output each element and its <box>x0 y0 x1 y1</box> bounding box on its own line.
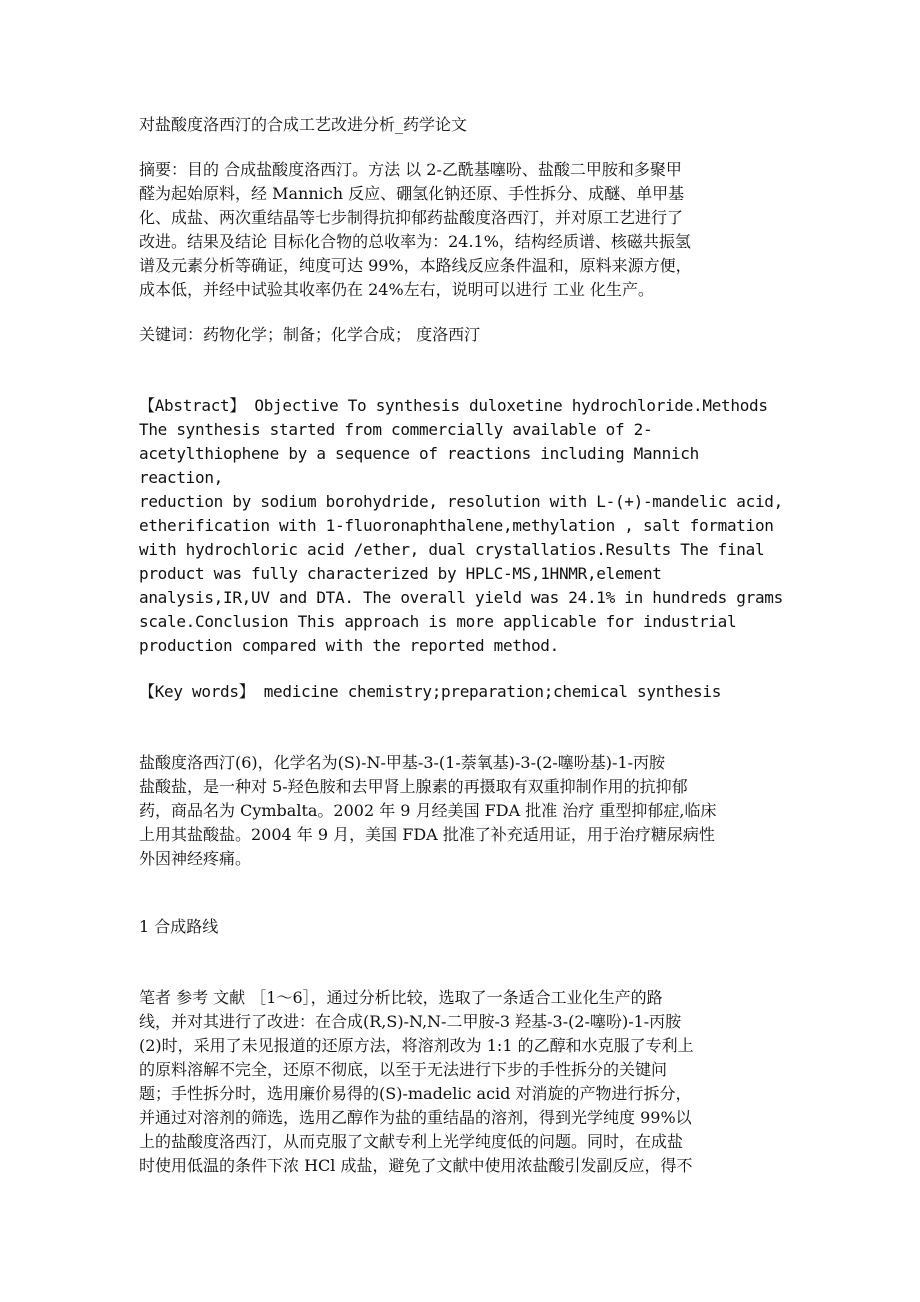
chinese-keywords: 关键词：药物化学；制备；化学合成； 度洛西汀 <box>139 325 481 344</box>
chinese-abstract: 摘要：目的 合成盐酸度洛西汀。方法 以 2-乙酰基噻吩、盐酸二甲胺和多聚甲 醛为起始原料，经 Mannich 反应、硼氢化钠还原、手性拆分、成醚、单甲基 化、成盐、两次重结晶等七步制得抗抑郁药盐酸度洛西汀，并对原工艺进行了 改进。结果及结论 目标化合物的总收率为：24.1%，结构经质谱、核磁共振氢 谱及元素分析等确证，纯度可达 99%，本路线反应条件温和，原料来源方便， 成本低，并经中试验其收率仍在 24%左右，说明可以进行 工业 化生产。 <box>139 160 692 299</box>
english-keywords: 【Key words】 medicine chemistry;preparation;chemical synthesis <box>139 682 722 701</box>
document-title: 对盐酸度洛西汀的合成工艺改进分析_药学论文 <box>139 115 468 134</box>
introduction-paragraph: 盐酸度洛西汀(6)，化学名为(S)-N-甲基-3-(1-萘氧基)-3-(2-噻吩基)-1-丙胺 盐酸盐，是一种对 5-羟色胺和去甲肾上腺素的再摄取有双重抑制作用的抗抑郁 药，商品名为 Cymbalta。2002 年 9 月经美国 FDA 批准 治疗 重型抑郁症,临床 上用其盐酸盐。2004 年 9 月，美国 FDA 批准了补充适用证，用于治疗糖尿病性 外因神经疼痛。 <box>139 753 717 868</box>
section-body-paragraph: 笔者 参考 文献 ［1～6］，通过分析比较，选取了一条适合工业化生产的路 线，并对其进行了改进：在合成(R,S)-N,N-二甲胺-3 羟基-3-(2-噻吩)-1-丙胺 (2)时，采用了未见报道的还原方法，将溶剂改为 1:1 的乙醇和水克服了专利上 的原料溶解不完全，还原不彻底，以至于无法进行下步的手性拆分的关键问 题；手性拆分时，选用廉价易得的(S)-madelic acid 对消旋的产物进行拆分， 并通过对溶剂的筛选，选用乙醇作为盐的重结晶的溶剂，得到光学纯度 99%以 上的盐酸度洛西汀，从而克服了文献专利上光学纯度低的问题。同时，在成盐 时使用低温的条件下浓 HCl 成盐，避免了文献中使用浓盐酸引发副反应，得不 <box>139 988 694 1175</box>
section-heading: 1 合成路线 <box>139 917 219 936</box>
english-abstract: 【Abstract】 Objective To synthesis duloxetine hydrochloride.Methods The synthesis started from commercially available of 2- acetylthiophene by a sequence of reactions including Mannich reaction, reduction by sodium borohydride, resolution with L-(+)-mandelic acid, etherification with 1-fluoronaphthalene,methylation , salt formation with hydrochloric acid /ether, dual crystallatios.Results The final product was fully characterized by HPLC-MS,1HNMR,element analysis,IR,UV and DTA. The overall yield was 24.1% in hundreds grams scale.Conclusion This approach is more applicable for industrial production compared with the reported method. <box>139 396 783 655</box>
